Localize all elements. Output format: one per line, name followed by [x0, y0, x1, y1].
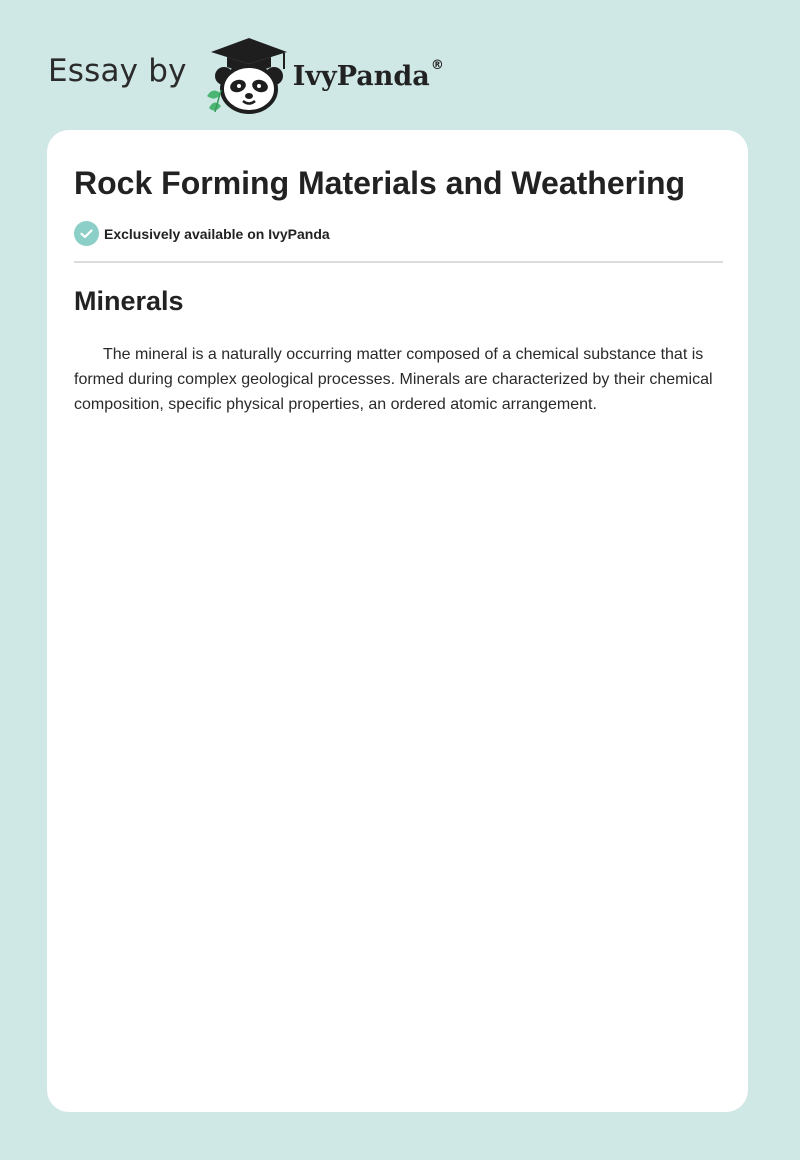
brand-name-text: IvyPanda	[292, 60, 430, 92]
essay-card	[47, 130, 748, 1112]
section-paragraph: The mineral is a naturally occurring matter composed of a chemical substance that is formed during complex geological processes. Minerals are characterized by their chemical composition, specific physical properties, an ordered atomic arrangement.	[74, 346, 713, 413]
brand-name	[292, 57, 444, 92]
registered-mark: ®	[430, 57, 444, 73]
section-heading: Minerals	[74, 286, 184, 316]
title-divider	[74, 261, 723, 263]
essay-title: Rock Forming Materials and Weathering	[74, 165, 686, 201]
exclusive-badge-label: Exclusively available on IvyPanda	[104, 225, 330, 242]
brand-prefix: Essay by	[48, 52, 187, 89]
panda-graduate-logo-icon	[201, 34, 297, 114]
check-circle-icon	[74, 221, 99, 246]
exclusive-badge	[74, 221, 330, 246]
brand-header	[48, 34, 444, 114]
